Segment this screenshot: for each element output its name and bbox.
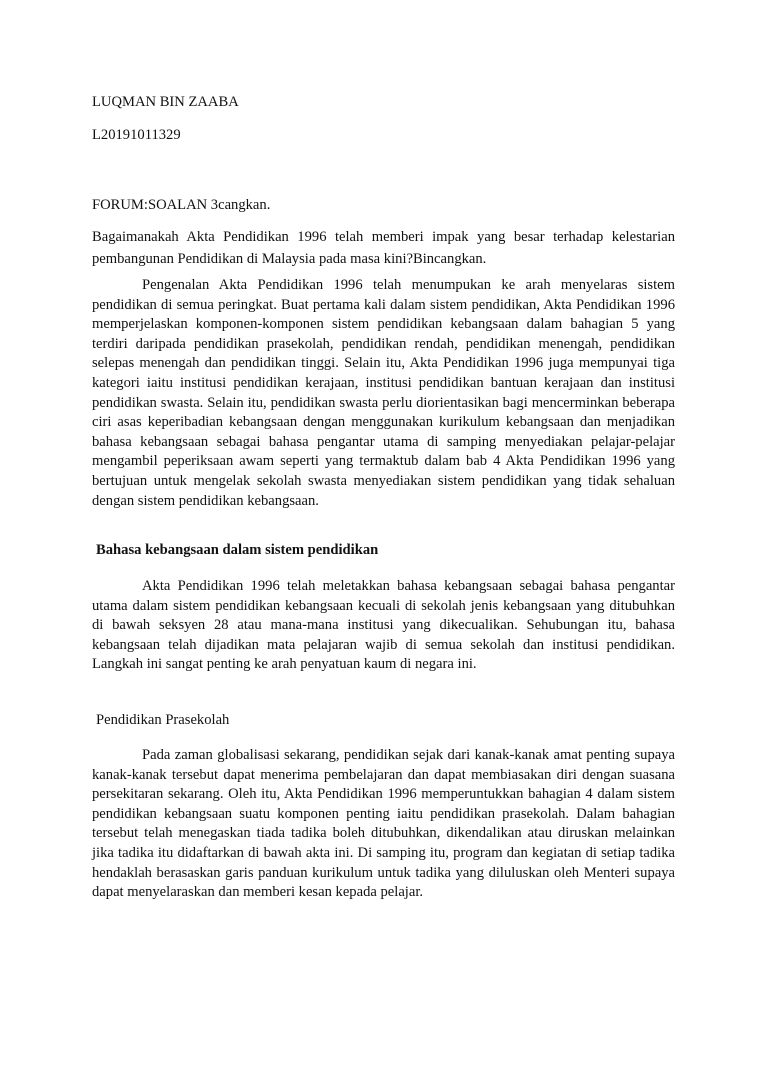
bahasa-paragraph: Akta Pendidikan 1996 telah meletakkan bahasa kebangsaan sebagai bahasa pengantar utama dalam sistem pendidikan kebangsaan kecuali di sekolah jenis kebangsaan yang ditubuhkan di bawah seksyen 28 atau mana-mana institusi yang dikecualikan. Sehubungan itu, bahasa kebangsaan telah dijadikan mata pelajaran wajib di semua sekolah dan institusi pendidikan. Langkah ini sangat penting ke arah penyatuan kaum di negara ini. [92,578,675,673]
forum-question: Bagaimanakah Akta Pendidikan 1996 telah memberi impak yang besar terhadap kelestarian pembangunan Pendidikan di Malaysia pada masa kini?Bincangkan. [92,229,675,267]
student-id: L20191011329 [92,127,181,143]
section-heading-bahasa: Bahasa kebangsaan dalam sistem pendidikan [96,542,379,558]
prasekolah-paragraph: Pada zaman globalisasi sekarang, pendidikan sejak dari kanak-kanak amat penting supaya kanak-kanak tersebut dapat menerima pembelajaran dan dapat membiasakan diri dengan suasana persekitaran sekarang. Oleh itu, Akta Pendidikan 1996 memperuntukkan bahagian 4 dalam sistem pendidikan kebangsaan suatu komponen penting iaitu pendidikan prasekolah. Dalam bahagian tersebut telah menegaskan tiada tadika boleh ditubuhkan, dikendalikan atau diruskan melainkan jika tadika itu didaftarkan di bawah akta ini. Di samping itu, program dan kegiatan di setiap tadika hendaklah berasaskan garis panduan kurikulum untuk tadika yang diluluskan oleh Menteri supaya dapat menyelaraskan dan memberi kesan kepada pelajar. [92,747,675,901]
intro-paragraph: Pengenalan Akta Pendidikan 1996 telah menumpukan ke arah menyelaras sistem pendidikan di semua peringkat. Buat pertama kali dalam sistem pendidikan, Akta Pendidikan 1996 memperjelaskan komponen-komponen sistem pendidikan kebangsaan dalam bahagian 5 yang terdiri daripada pendidikan prasekolah, pendidikan rendah, pendidikan menengah, pendidikan selepas menengah dan pendidikan tinggi. Selain itu, Akta Pendidikan 1996 juga mempunyai tiga kategori iaitu institusi pendidikan kerajaan, institusi pendidikan bantuan kerajaan dan institusi pendidikan swasta. Selain itu, pendidikan swasta perlu diorientasikan bagi mencerminkan beberapa ciri asas keperibadian kebangsaan dengan menggunakan kurikulum kebangsaan dan menjadikan bahasa kebangsaan sebagai bahasa pengantar utama di samping menyediakan pelajar-pelajar mengambil peperiksaan awam seperti yang termaktub dalam bab 4 Akta Pendidikan 1996 yang bertujuan untuk mengelak sekolah swasta menyediakan sistem pendidikan yang tidak sehaluan dengan sistem pendidikan kebangsaan. [92,277,675,509]
section-heading-prasekolah: Pendidikan Prasekolah [96,712,230,728]
forum-title: FORUM:SOALAN 3cangkan. [92,197,271,213]
author-name: LUQMAN BIN ZAABA [92,94,239,110]
